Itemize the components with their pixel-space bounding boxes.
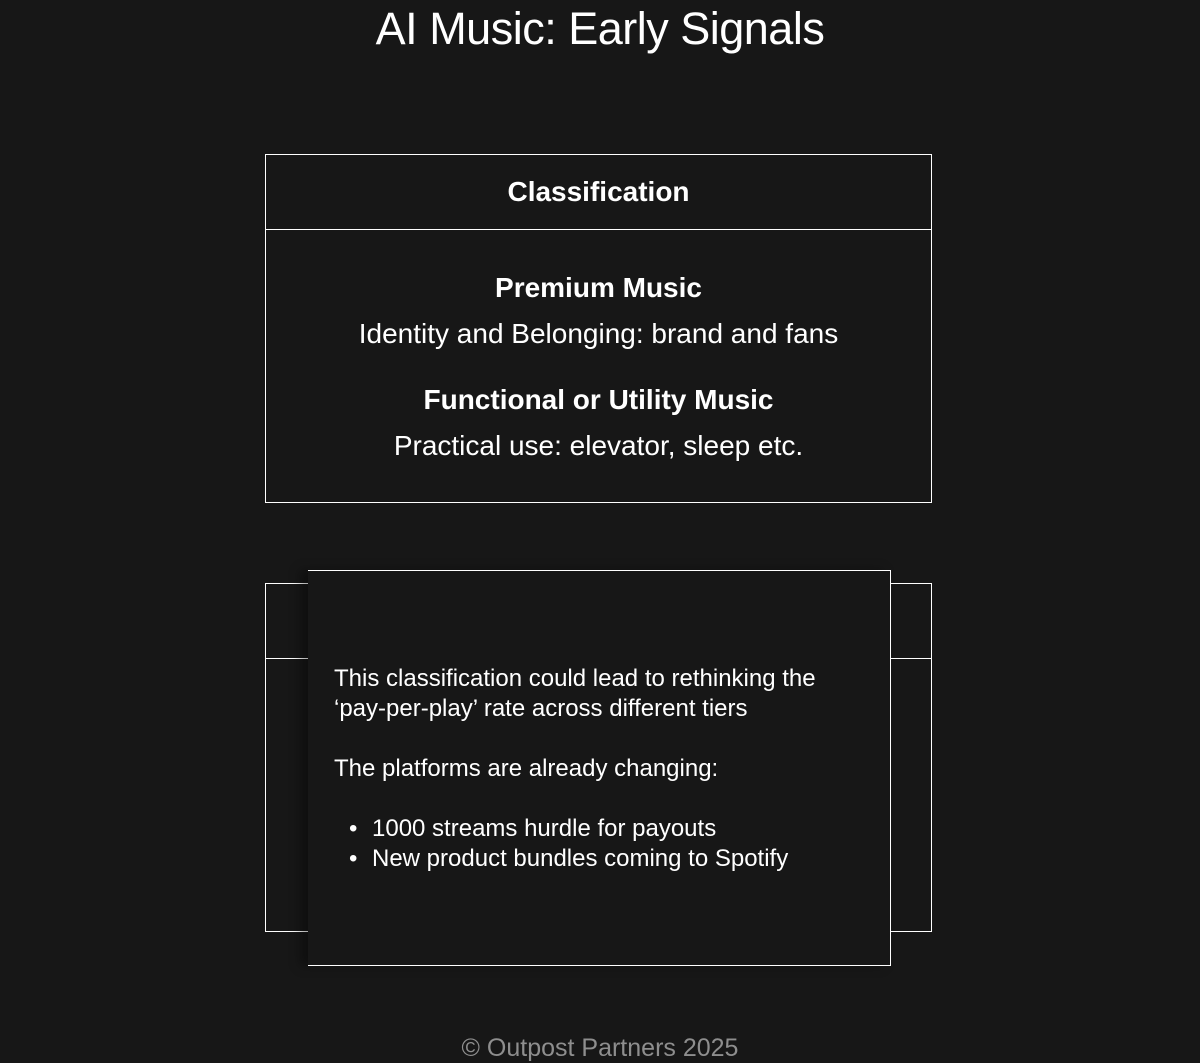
tier-title-premium: Premium Music	[495, 272, 702, 303]
overlay-paragraph-1-line-2: ‘pay-per-play’ rate across different tiers	[334, 695, 748, 722]
overlay-card-text	[334, 664, 874, 874]
page-title: AI Music: Early Signals	[375, 3, 825, 54]
bullet-list	[334, 814, 874, 874]
bullet-icon: •	[349, 845, 358, 872]
tier-description-premium: Identity and Belonging: brand and fans	[358, 318, 839, 349]
list-item-text: New product bundles coming to Spotify	[372, 845, 789, 872]
tier-title-functional: Functional or Utility Music	[423, 384, 774, 415]
bullet-icon: •	[349, 815, 358, 842]
classification-card-body	[266, 230, 931, 464]
overlay-paragraph-2: The platforms are already changing:	[334, 755, 719, 782]
list-item	[349, 814, 874, 844]
list-item-text: 1000 streams hurdle for payouts	[372, 815, 717, 842]
footer-copyright: © Outpost Partners 2025	[461, 1034, 739, 1062]
overlay-card	[308, 570, 891, 966]
overlay-paragraph-1-line-1: This classification could lead to rethinking the	[334, 665, 816, 692]
tier-description-functional: Practical use: elevator, sleep etc.	[393, 430, 804, 461]
overlay-paragraph-1	[334, 664, 874, 724]
classification-card-header: Classification	[266, 155, 931, 230]
list-item	[349, 844, 874, 874]
classification-card	[265, 154, 932, 503]
